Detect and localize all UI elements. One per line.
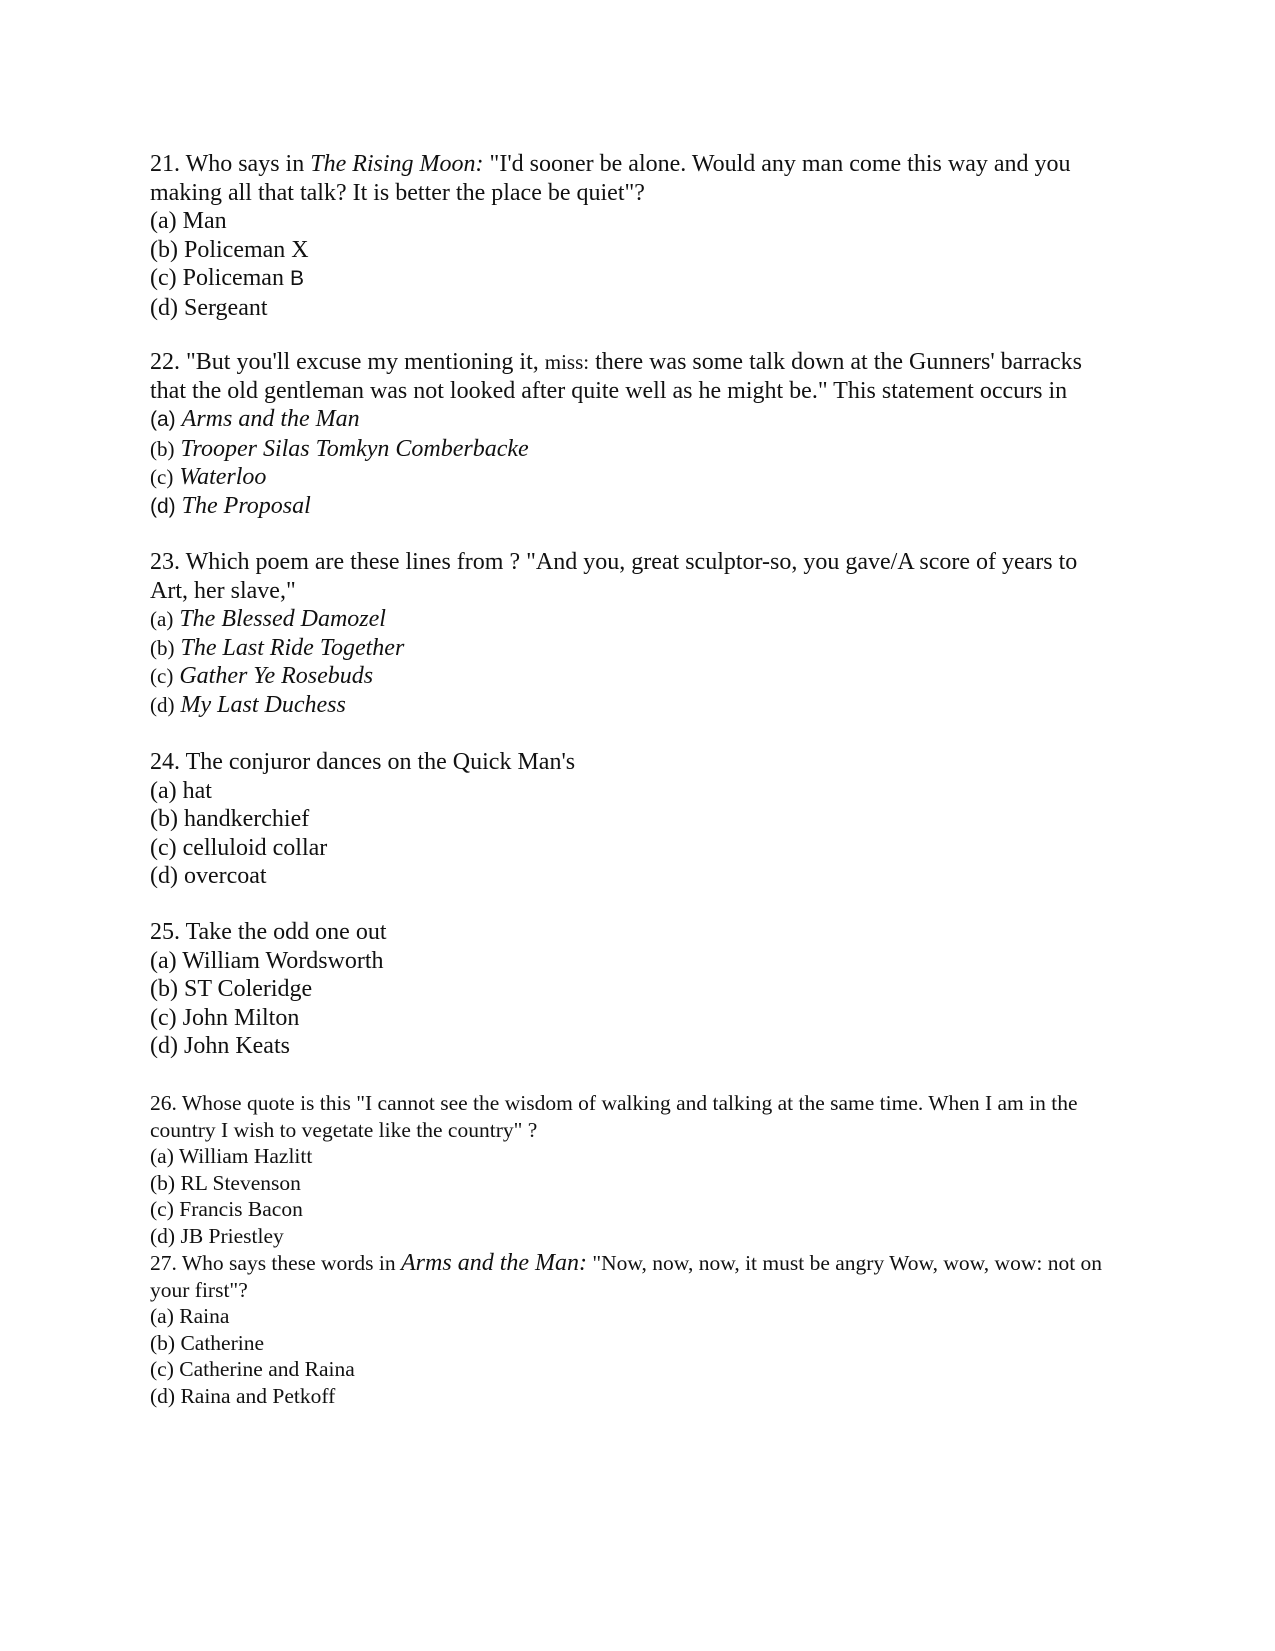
option-a: [150, 947, 1110, 976]
option-d: [150, 1032, 1110, 1061]
option-text: John Keats: [183, 1033, 290, 1059]
option-label: (a): [150, 1144, 174, 1168]
stem-text: miss:: [544, 350, 590, 374]
stem-text: 27. Who says these words in: [150, 1251, 402, 1275]
option-text: John Milton: [182, 1004, 300, 1031]
option-text: Gather Ye Rosebuds: [179, 663, 374, 689]
option-text: William Hazlitt: [178, 1144, 313, 1168]
option-text-extra: B: [289, 267, 304, 290]
question-stem: [150, 1250, 1110, 1303]
option-text: ST Coleridge: [183, 976, 313, 1002]
option-text: hat: [182, 777, 212, 804]
option-text: Raina: [179, 1304, 230, 1328]
option-text: Waterloo: [179, 464, 267, 490]
option-c: [150, 264, 1110, 294]
option-text: Arms and the Man: [181, 406, 360, 432]
option-c: [150, 662, 1110, 691]
stem-text: there was some talk down at the Gunners' barracks that the old gentleman was not looked after quite well as he might be." This statement occurs in: [150, 349, 1082, 404]
option-label: (a): [150, 408, 176, 431]
question-stem: 24. The conjuror dances on the Quick Man's: [150, 749, 576, 775]
question-stem: 23. Which poem are these lines from ? "And you, great sculptor-so, you gave/A score of years to Art, her slave,": [150, 549, 1078, 604]
stem-text: 21. Who says in: [150, 151, 311, 177]
question-stem: [150, 348, 1110, 405]
option-label: (a): [150, 208, 177, 234]
question-25: [150, 918, 1110, 1061]
option-b: [150, 975, 1110, 1004]
option-label: (b): [150, 635, 175, 660]
option-c: [150, 463, 1110, 492]
option-text: overcoat: [183, 863, 267, 889]
option-label: (b): [150, 436, 175, 461]
option-a: [150, 1143, 1110, 1170]
option-text: The Proposal: [181, 492, 311, 519]
option-text: Man: [182, 208, 227, 234]
option-label: (d): [150, 692, 175, 717]
option-label: (b): [150, 236, 178, 263]
option-b: [150, 236, 1110, 265]
option-label: (a): [150, 777, 177, 804]
work-title: The Rising Moon:: [310, 151, 484, 177]
option-label: (a): [150, 947, 177, 974]
question-stem: [150, 150, 1110, 207]
option-label: (b): [150, 976, 178, 1002]
option-d: [150, 862, 1110, 891]
option-label: (c): [150, 834, 177, 861]
work-title: Arms and the Man:: [401, 1250, 587, 1276]
option-text: Policeman X: [183, 236, 309, 263]
option-c: [150, 834, 1110, 863]
stem-text: "Now, now, now, it must be angry Wow, wow, wow: not on your first"?: [150, 1251, 1103, 1302]
stem-text: "I'd sooner be alone. Would any man come this way and you making all that talk? It is better the place be quiet"?: [150, 151, 1071, 206]
question-22: [150, 348, 1110, 521]
option-label: (d): [150, 863, 178, 889]
question-24: [150, 748, 1110, 891]
option-label: (c): [150, 1197, 174, 1221]
option-text: celluloid collar: [182, 834, 328, 861]
option-text: Sergeant: [183, 294, 268, 321]
option-label: (d): [150, 1223, 176, 1248]
option-text: The Blessed Damozel: [179, 606, 386, 632]
option-a: [150, 777, 1110, 806]
option-d: [150, 294, 1110, 323]
question-stem: 26. Whose quote is this "I cannot see the wisdom of walking and talking at the same time. When I am in the country I wish to vegetate like the country" ?: [150, 1091, 1078, 1142]
option-text: Raina and Petkoff: [180, 1383, 336, 1408]
question-21: [150, 150, 1110, 322]
question-stem: 25. Take the odd one out: [150, 919, 387, 945]
option-text: The Last Ride Together: [180, 634, 405, 661]
option-d: [150, 1223, 1110, 1250]
option-text: Catherine and Raina: [179, 1357, 355, 1381]
option-label: (c): [150, 664, 174, 688]
option-label: (a): [150, 607, 174, 631]
option-b: [150, 805, 1110, 834]
option-text: JB Priestley: [180, 1223, 284, 1248]
option-label: (d): [150, 1383, 176, 1408]
question-23: [150, 548, 1110, 719]
question-26: [150, 1090, 1110, 1249]
option-d: [150, 1383, 1110, 1410]
option-label: (c): [150, 265, 177, 291]
option-a: [150, 207, 1110, 236]
option-text: Policeman: [182, 265, 290, 291]
option-text: RL Stevenson: [180, 1170, 301, 1195]
option-b: [150, 1170, 1110, 1197]
option-text: handkerchief: [183, 806, 310, 832]
option-a: [150, 605, 1110, 634]
option-text: My Last Duchess: [180, 691, 346, 718]
option-text: Catherine: [180, 1330, 265, 1355]
option-label: (c): [150, 1357, 174, 1381]
option-b: [150, 1330, 1110, 1357]
question-27: [150, 1250, 1110, 1409]
option-label: (c): [150, 465, 174, 489]
option-label: (d): [150, 494, 176, 518]
option-c: [150, 1004, 1110, 1033]
option-text: William Wordsworth: [182, 947, 384, 974]
option-label: (c): [150, 1004, 177, 1031]
option-d: [150, 492, 1110, 522]
option-label: (d): [150, 1033, 178, 1059]
option-d: [150, 691, 1110, 720]
option-a: [150, 1303, 1110, 1330]
option-label: (b): [150, 1330, 176, 1355]
option-label: (a): [150, 1304, 174, 1328]
option-text: Francis Bacon: [179, 1197, 303, 1221]
option-b: [150, 634, 1110, 663]
option-text: Trooper Silas Tomkyn Comberbacke: [180, 435, 529, 462]
option-label: (b): [150, 806, 178, 832]
option-label: (d): [150, 294, 178, 321]
option-b: [150, 435, 1110, 464]
option-c: [150, 1356, 1110, 1383]
option-label: (b): [150, 1170, 176, 1195]
option-a: [150, 405, 1110, 435]
option-c: [150, 1196, 1110, 1223]
stem-text: 22. "But you'll excuse my mentioning it,: [150, 349, 545, 375]
